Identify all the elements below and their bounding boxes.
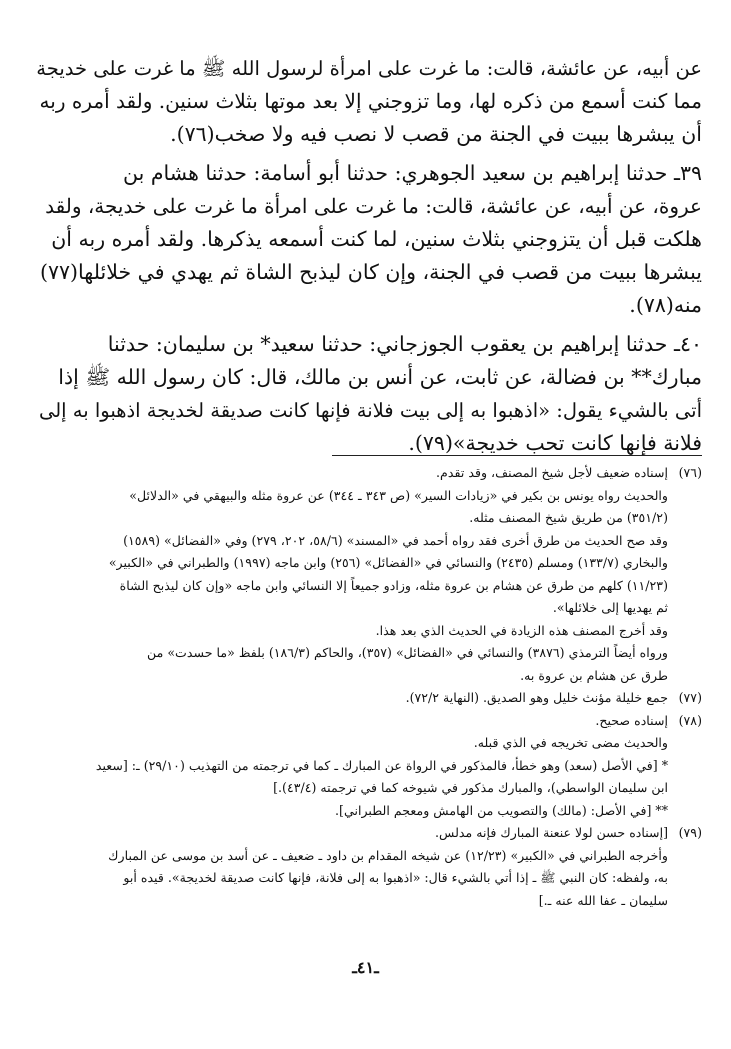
footnote-line: ابن سليمان الواسطي)، والمبارك مذكور في شيوخه كما في ترجمته (٤٣/٤).] [273, 780, 668, 795]
footnote-line: ثم يهديها إلى خلائلها». [552, 600, 668, 615]
text-line: أن يبشرها ببيت في الجنة من قصب لا نصب فيه ولا صخب(٧٦). [170, 122, 702, 146]
text-line: أتى بالشيء يقول: «اذهبوا به إلى بيت فلانة فإنها كانت صديقة لخديجة اذهبوا به إلى [38, 399, 702, 422]
footnote-line: ورواه أيضاً الترمذي (٣٨٧٦) والنسائي في «الفضائل» (٣٥٧)، والحاكم (١٨٦/٣) بلفظ «ما حسدت» من [147, 645, 668, 660]
footnote-line: إسناده ضعيف لأجل شيخ المصنف، وقد تقدم. [436, 465, 668, 480]
paragraph [34, 157, 702, 322]
footnote-number: (٧٧) [678, 690, 702, 705]
footnote [34, 710, 702, 823]
page [34, 52, 702, 908]
footnote [34, 822, 702, 912]
footnote-line: إسناده صحيح. [595, 712, 668, 728]
footnote-number: (٧٦) [678, 465, 702, 480]
footnote-text [34, 462, 668, 687]
footnote-line: [إسناده حسن لولا عنعنة المبارك فإنه مدلس. [435, 825, 668, 840]
text-line: ٤٠ـ حدثنا إبراهيم بن يعقوب الجوزجاني: حدثنا سعيد* بن سليمان: حدثنا [107, 332, 702, 356]
footnote-line: (١١/٢٣) كلهم من طرق عن هشام بن عروة مثله، وزادو جميعاً إلا النسائي وابن ماجه «وإن كان ليذبح الشاة [119, 577, 668, 593]
footnote-line: والبخاري (١٣٣/٧) ومسلم (٢٤٣٥) والنسائي في «الفضائل» (٢٥٦) وابن ماجه (١٩٩٧) والطبراني في «الكبير» [108, 555, 668, 570]
text-line: مبارك** بن فضالة، عن ثابت، عن أنس بن مالك، قال: كان رسول الله ﷺ إذا [58, 365, 702, 389]
footnote-number: (٧٨) [678, 712, 702, 728]
text-line: هلكت قبل أن يتزوجني بثلاث سنين، لما كنت أسمعه يذكرها. ولقد أمره ربه أن [51, 227, 702, 251]
footnote-text [34, 822, 668, 912]
footnote-line: والحديث رواه يونس بن بكير في «زيادات السير» (ص ٣٤٣ ـ ٣٤٤) عن عروة مثله والبيهقي في «الدلائل» [129, 487, 668, 503]
footnote-line: جمع خليلة مؤنث خليل وهو الصديق. (النهاية ٧٢/٢). [405, 690, 668, 705]
text-line: عروة، عن أبيه، عن عائشة، قالت: ما غرت على امرأة ما غرت على خديجة، ولقد [45, 194, 702, 218]
footnote-line: * [في الأصل (سعد) وهو خطأ، فالمذكور في الرواة عن المبارك ـ كما في ترجمته من التهذيب (٢٩/١٠) ـ: [سعيد [95, 757, 668, 773]
text-line: عن أبيه، عن عائشة، قالت: ما غرت على امرأة لرسول الله ﷺ ما غرت على خديجة [36, 57, 702, 80]
footnote-line: سليمان ـ عفا الله عنه ـ.] [538, 892, 668, 908]
footnote-text [34, 710, 668, 823]
footnote-text [34, 687, 668, 710]
footnote [34, 687, 702, 710]
text-line: يبشرها ببيت من قصب في الجنة، وإن كان ليذبح الشاة ثم يهدي في خلائلها(٧٧) [40, 260, 702, 284]
footnote-divider [332, 455, 702, 456]
footnote-line: وقد أخرج المصنف هذه الزيادة في الحديث الذي بعد هذا. [375, 622, 668, 638]
footnote [34, 462, 702, 687]
footnote-line: وقد صح الحديث من طرق أخرى فقد رواه أحمد في «المسند» (٥٨/٦، ٢٠٢، ٢٧٩) وفي «الفضائل» (١٥٨٩) [123, 532, 668, 548]
footnotes [34, 462, 702, 912]
paragraph [34, 328, 702, 460]
text-line: فلانة فإنها كانت تحب خديجة»(٧٩). [408, 431, 702, 455]
footnote-line: طرق عن هشام بن عروة به. [520, 667, 668, 683]
main-text [34, 52, 702, 460]
footnote-line: به، ولفظه: كان النبي ﷺ ـ إذا أتي بالشيء قال: «اذهبوا به إلى فلانة، فإنها كانت صديقة لخديجة». قيده أبو [123, 870, 668, 885]
footnote-line: (٣٥١/٢) من طريق شيخ المصنف مثله. [469, 510, 668, 525]
page-number: ـ٤١ـ [352, 958, 379, 977]
footnote-line: ** [في الأصل: (مالك) والتصويب من الهامش ومعجم الطبراني]. [335, 802, 668, 818]
text-line: مما كنت أسمع من ذكره لها، وما تزوجني إلا بعد موتها بثلاث سنين. ولقد أمره ربه [39, 89, 702, 113]
footnote-line: وأخرجه الطبراني في «الكبير» (١٢/٢٣) عن شيخه المقدام بن داود ـ ضعيف ـ عن أسد بن موسى عن المبارك [108, 847, 668, 863]
footnote-number: (٧٩) [678, 825, 702, 840]
paragraph [34, 52, 702, 151]
text-line: ٣٩ـ حدثنا إبراهيم بن سعيد الجوهري: حدثنا أبو أسامة: حدثنا هشام بن [123, 161, 702, 185]
footnote-line: والحديث مضى تخريجه في الذي قبله. [473, 735, 668, 750]
text-line: منه(٧٨). [629, 293, 702, 317]
